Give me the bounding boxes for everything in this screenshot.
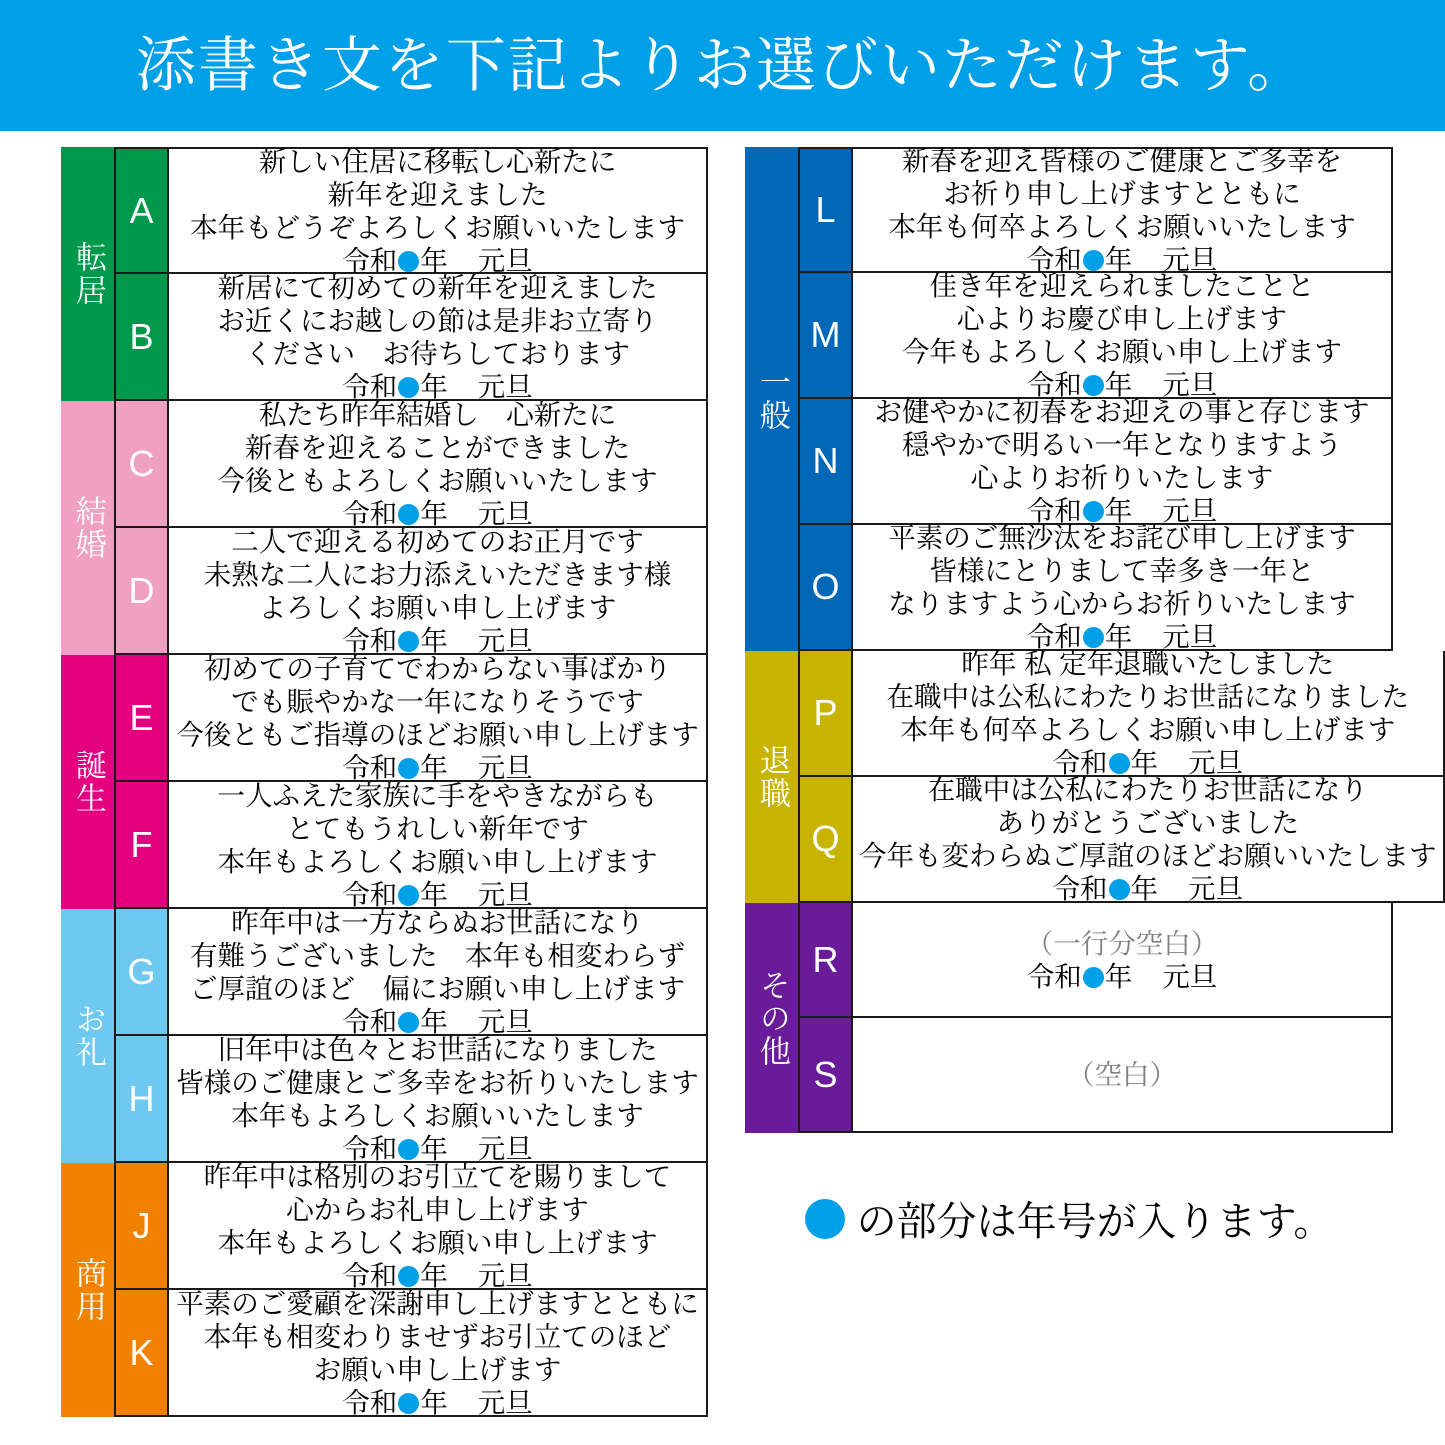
message-text-R [853,903,1391,1016]
message-line: なりますよう心からお祈りいたします [888,588,1356,619]
message-text-S [853,1018,1391,1131]
row-code-J[interactable]: J [116,1163,169,1288]
category-label-right-0 [745,147,798,651]
row-code-S[interactable]: S [800,1018,853,1131]
message-line: 昨年 私 定年退職いたしました [961,648,1335,679]
page-title: 添書き文を下記よりお選びいただけます。 [135,31,1310,99]
message-line: 令和 年 元旦 [342,751,533,783]
category-rows [114,398,708,656]
category-rows [798,648,1445,904]
year-mark-icon [398,631,419,652]
category-group [61,906,708,1164]
category-label-text: お礼 [70,1003,106,1069]
footnote-text: の部分は年号が入ります。 [856,1200,1334,1244]
message-line: 今年もよろしくお願い申し上げます [902,336,1342,367]
message-line: 令和 年 元旦 [342,1259,533,1291]
message-line: 本年も相変わりませずお引立てのほど [203,1320,672,1352]
row-code-E[interactable]: E [116,655,169,780]
year-mark-icon [1109,753,1130,774]
message-line: 本年も何卒よろしくお願いいたします [888,211,1356,242]
message-line: 二人で迎える初めてのお正月です [231,525,644,557]
message-line: 旧年中は色々とお世話になりました [217,1033,658,1065]
message-line: 平素のご無沙汰をお詫び申し上げます [888,522,1356,553]
message-line: 本年もどうぞよろしくお願いいたします [190,211,685,243]
message-line: 令和 年 元旦 [342,1005,533,1037]
message-text-P [853,648,1443,778]
right-column [745,145,1437,1133]
category-rows [114,1160,708,1418]
message-line: お健やかに初春をお迎えの事と存じます [874,396,1370,427]
year-mark-icon [398,1139,419,1160]
message-text-J [169,1160,706,1291]
category-label-text: 商用 [70,1257,106,1323]
message-line: お願い申し上げます [313,1353,562,1385]
row-code-O[interactable]: O [800,525,853,649]
row-code-N[interactable]: N [800,399,853,523]
row-code-C[interactable]: C [116,401,169,526]
message-text-N [853,396,1391,526]
message-line: ご厚誼のほど 偏にお願い申し上げます [190,972,685,1004]
message-text-O [853,522,1391,652]
message-line: 佳き年を迎えられましたことと [929,270,1315,301]
message-line: 本年もよろしくお願いいたします [231,1099,644,1131]
message-line: 今年も変わらぬご厚誼のほどお願いいたします [859,840,1437,871]
message-row-R[interactable] [798,903,1393,1018]
row-code-Q[interactable]: Q [800,777,853,901]
message-text-B [169,271,706,402]
message-line: 本年もよろしくお願い申し上げます [217,1226,658,1258]
message-text-C [169,398,706,529]
message-row-A[interactable] [114,147,708,274]
category-label-left-1 [61,401,114,655]
message-row-N[interactable] [798,396,1393,526]
message-line: 有難うございました 本年も相変わらず [190,939,685,971]
message-line: 平素のご愛顧を深謝申し上げますとともに [176,1287,699,1319]
message-line: 令和 年 元旦 [1026,495,1218,526]
message-text-D [169,525,706,656]
row-code-L[interactable]: L [800,149,853,271]
message-line: 今後ともご指導のほどお願い申し上げます [176,718,699,750]
message-row-E[interactable] [114,652,708,783]
category-label-left-4 [61,1163,114,1417]
header-banner [0,0,1445,131]
year-mark-icon [1083,627,1104,648]
category-label-left-2 [61,655,114,909]
message-line: 令和 年 元旦 [1052,747,1243,778]
message-line: 一人ふえた家族に手をやきながらも [217,779,658,811]
message-line: 昨年中は一方ならぬお世話になり [231,906,644,938]
message-row-K[interactable] [114,1287,708,1418]
category-rows [798,147,1393,651]
footnote [745,1190,1393,1247]
year-mark-icon [398,885,419,906]
message-line: お祈り申し上げますとともに [943,178,1301,209]
year-mark-icon [398,504,419,525]
message-table [0,131,1445,1445]
message-row-G[interactable] [114,906,708,1037]
category-label-text: 誕生 [70,749,106,815]
message-text-Q [853,774,1443,904]
message-line: とてもうれしい新年です [286,812,589,844]
row-code-R[interactable]: R [800,903,853,1016]
message-line: 心からお礼申し上げます [286,1193,589,1225]
message-line: ください お待ちしております [245,337,630,369]
message-line: 令和 年 元旦 [1026,369,1218,400]
year-mark-icon [1109,879,1130,900]
message-row-O[interactable] [798,522,1393,652]
category-label-text: 結婚 [70,495,106,561]
category-label-text: 転居 [70,241,106,307]
category-rows [114,652,708,910]
message-line: 新春を迎え皆様のご健康とご多幸を [902,145,1342,176]
message-line: 昨年中は格別のお引立てを賜りまして [203,1160,672,1192]
year-mark-icon [398,1393,419,1414]
message-line: 今後ともよろしくお願いいたします [217,464,658,496]
message-line: 初めての子育てでわからない事ばかり [203,652,672,684]
year-mark-icon [1083,967,1104,988]
year-mark-icon [805,1199,845,1239]
message-line: 新居にて初めての新年を迎えました [217,271,658,303]
row-code-K[interactable]: K [116,1290,169,1415]
category-label-text: 退職 [754,744,790,810]
category-group [745,903,1393,1133]
message-row-B[interactable] [114,271,708,402]
category-label-left-3 [61,909,114,1163]
category-rows [114,906,708,1164]
year-mark-icon [398,758,419,779]
message-line: （空白） [1067,1059,1177,1090]
message-line: 令和 年 元旦 [342,624,533,656]
year-mark-icon [1083,501,1104,522]
message-row-H[interactable] [114,1033,708,1164]
category-label-right-1 [745,651,798,903]
message-line: よろしくお願い申し上げます [258,591,617,623]
message-text-E [169,652,706,783]
category-label-left-0 [61,147,114,401]
category-group [61,147,708,401]
category-group [745,147,1393,651]
message-row-C[interactable] [114,398,708,529]
message-line: 令和 年 元旦 [1026,960,1218,992]
message-line: 在職中は公私にわたりお世話になり [927,774,1368,805]
category-group [61,1160,708,1418]
year-mark-icon [398,251,419,272]
category-label-text: その他 [754,968,790,1068]
message-row-S[interactable] [798,1018,1393,1133]
message-text-G [169,906,706,1037]
row-code-P[interactable]: P [800,651,853,775]
message-text-A [169,145,706,276]
message-line: 新しい住居に移転し心新たに [258,145,617,177]
message-line: 心よりお祈りいたします [970,462,1274,493]
message-line: 穏やかで明るい一年となりますよう [902,429,1342,460]
year-mark-icon [1083,375,1104,396]
message-line: 令和 年 元旦 [342,1386,533,1418]
left-column [61,147,708,1417]
message-row-D[interactable] [114,525,708,656]
message-line: 新春を迎えることができました [245,431,630,463]
row-code-A[interactable]: A [116,149,169,272]
row-code-G[interactable]: G [116,909,169,1034]
message-line: ありがとうございました [996,807,1299,838]
message-line: 本年もよろしくお願い申し上げます [217,845,658,877]
row-code-H[interactable]: H [116,1036,169,1161]
category-rows [114,147,708,401]
message-line: 新年を迎えました [327,178,548,210]
category-group [61,652,708,910]
year-mark-icon [1083,250,1104,271]
message-row-M[interactable] [798,270,1393,400]
message-line: 本年も何卒よろしくお願い申し上げます [900,714,1396,745]
message-line: 令和 年 元旦 [1026,621,1218,652]
message-line: 令和 年 元旦 [342,244,533,276]
category-label-right-2 [745,903,798,1133]
message-line: でも賑やかな一年になりそうです [231,685,644,717]
message-line: 令和 年 元旦 [1026,244,1218,275]
message-text-M [853,270,1391,400]
year-mark-icon [398,1266,419,1287]
year-mark-icon [398,377,419,398]
message-line: 令和 年 元旦 [342,497,533,529]
message-line: 在職中は公私にわたりお世話になりました [886,681,1409,712]
message-line: 令和 年 元旦 [342,370,533,402]
message-line: 心よりお慶び申し上げます [957,303,1287,334]
message-row-L[interactable] [798,147,1393,273]
message-row-F[interactable] [114,779,708,910]
message-line: 皆様にとりまして幸多き一年と [929,555,1315,586]
category-rows [798,903,1393,1133]
message-row-J[interactable] [114,1160,708,1291]
message-line: お近くにお越しの節は是非お立寄り [217,304,658,336]
category-group [61,398,708,656]
message-line: 皆様のご健康とご多幸をお祈りいたします [176,1066,699,1098]
row-code-M[interactable]: M [800,273,853,397]
message-row-Q[interactable] [798,774,1445,904]
year-mark-icon [398,1012,419,1033]
row-code-F[interactable]: F [116,782,169,907]
message-line: 令和 年 元旦 [342,1132,533,1164]
message-text-F [169,779,706,910]
message-line: 未熟な二人にお力添えいただきます様 [203,558,672,590]
row-code-D[interactable]: D [116,528,169,653]
row-code-B[interactable]: B [116,274,169,399]
message-line: 令和 年 元旦 [342,878,533,910]
category-label-text: 一般 [754,366,790,432]
category-group [745,648,1437,904]
message-line: 私たち昨年結婚し 心新たに [258,398,617,430]
message-text-L [853,145,1391,275]
message-line: 令和 年 元旦 [1052,873,1243,904]
message-row-P[interactable] [798,648,1445,778]
message-text-K [169,1287,706,1418]
message-text-H [169,1033,706,1164]
message-line: （一行分空白） [1025,927,1219,959]
